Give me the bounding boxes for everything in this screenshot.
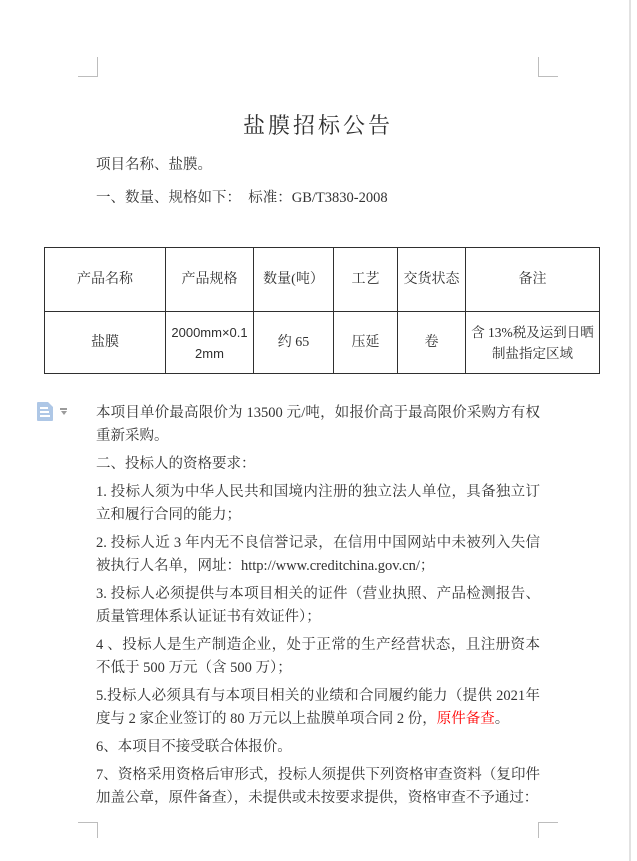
paragraph-section-2-heading: 二、投标人的资格要求： bbox=[96, 456, 256, 472]
product-table bbox=[44, 247, 600, 374]
table-row bbox=[45, 312, 600, 374]
col-header-quantity: 数量(吨） bbox=[254, 248, 334, 312]
page-edge-line bbox=[629, 0, 631, 861]
col-header-remark: 备注 bbox=[466, 248, 600, 312]
paragraph-requirement-5 bbox=[96, 685, 540, 731]
paragraph-requirement-1: 1. 投标人须为中华人民共和国境内注册的独立法人单位，具备独立订立和履行合同的能力； bbox=[96, 484, 540, 523]
margin-mark-top-left bbox=[78, 57, 98, 77]
paste-options-icon bbox=[37, 402, 53, 421]
col-header-product-spec: 产品规格 bbox=[166, 248, 254, 312]
requirement-5-text: 5.投标人必须具有与本项目相关的业绩和合同履约能力（提供 2021年度与 2 家企业签订的 80 万元以上盐膜单项合同 2 份， bbox=[96, 688, 540, 727]
col-header-product-name: 产品名称 bbox=[45, 248, 166, 312]
cell-product-spec: 2000mm×0.12mm bbox=[166, 312, 254, 374]
original-for-inspection-highlight: 原件备查 bbox=[436, 711, 495, 727]
paragraph-requirement-2: 2. 投标人近 3 年内无不良信誉记录，在信用中国网站中未被列入失信被执行人名单，网址：http://www.creditchina.gov.cn/； bbox=[96, 535, 540, 574]
quantity-spec-line: 一、数量、规格如下： 标准：GB/T3830-2008 bbox=[96, 190, 388, 206]
margin-mark-top-right bbox=[538, 57, 558, 77]
chevron-down-icon[interactable] bbox=[60, 408, 67, 415]
table-header-row bbox=[45, 248, 600, 312]
cell-remark: 含 13%税及运到日晒制盐指定区域 bbox=[466, 312, 600, 374]
margin-mark-bottom-left bbox=[78, 822, 98, 838]
paragraph-requirement-7: 7、资格采用资格后审形式，投标人须提供下列资格审查资料（复印件加盖公章，原件备查），未提供或未按要求提供，资格审查不予通过： bbox=[96, 767, 540, 806]
project-name-line: 项目名称、盐膜。 bbox=[96, 157, 212, 173]
col-header-delivery-state: 交货状态 bbox=[398, 248, 466, 312]
cell-quantity: 约 65 bbox=[254, 312, 334, 374]
cell-process: 压延 bbox=[334, 312, 398, 374]
paragraph-requirement-4: 4 、投标人是生产制造企业，处于正常的生产经营状态，且注册资本不低于 500 万元（含 500 万）； bbox=[96, 637, 540, 676]
requirement-5-period: 。 bbox=[494, 711, 510, 727]
margin-mark-bottom-right bbox=[538, 822, 558, 838]
document-text-area[interactable] bbox=[77, 77, 594, 815]
col-header-process: 工艺 bbox=[334, 248, 398, 312]
cell-delivery-state: 卷 bbox=[398, 312, 466, 374]
page-fold-corner bbox=[48, 402, 53, 407]
paragraph-price-limit: 本项目单价最高限价为 13500 元/吨，如报价高于最高限价采购方有权重新采购。 bbox=[96, 405, 540, 444]
paragraph-requirement-3: 3. 投标人必须提供与本项目相关的证件（营业执照、产品检测报告、质量管理体系认证证书有效证件）； bbox=[96, 586, 540, 625]
page-title: 盐膜招标公告 bbox=[242, 113, 393, 138]
paste-options-button[interactable] bbox=[37, 402, 67, 421]
paragraph-requirement-6: 6、本项目不接受联合体报价。 bbox=[96, 739, 292, 755]
cell-product-name: 盐膜 bbox=[45, 312, 166, 374]
